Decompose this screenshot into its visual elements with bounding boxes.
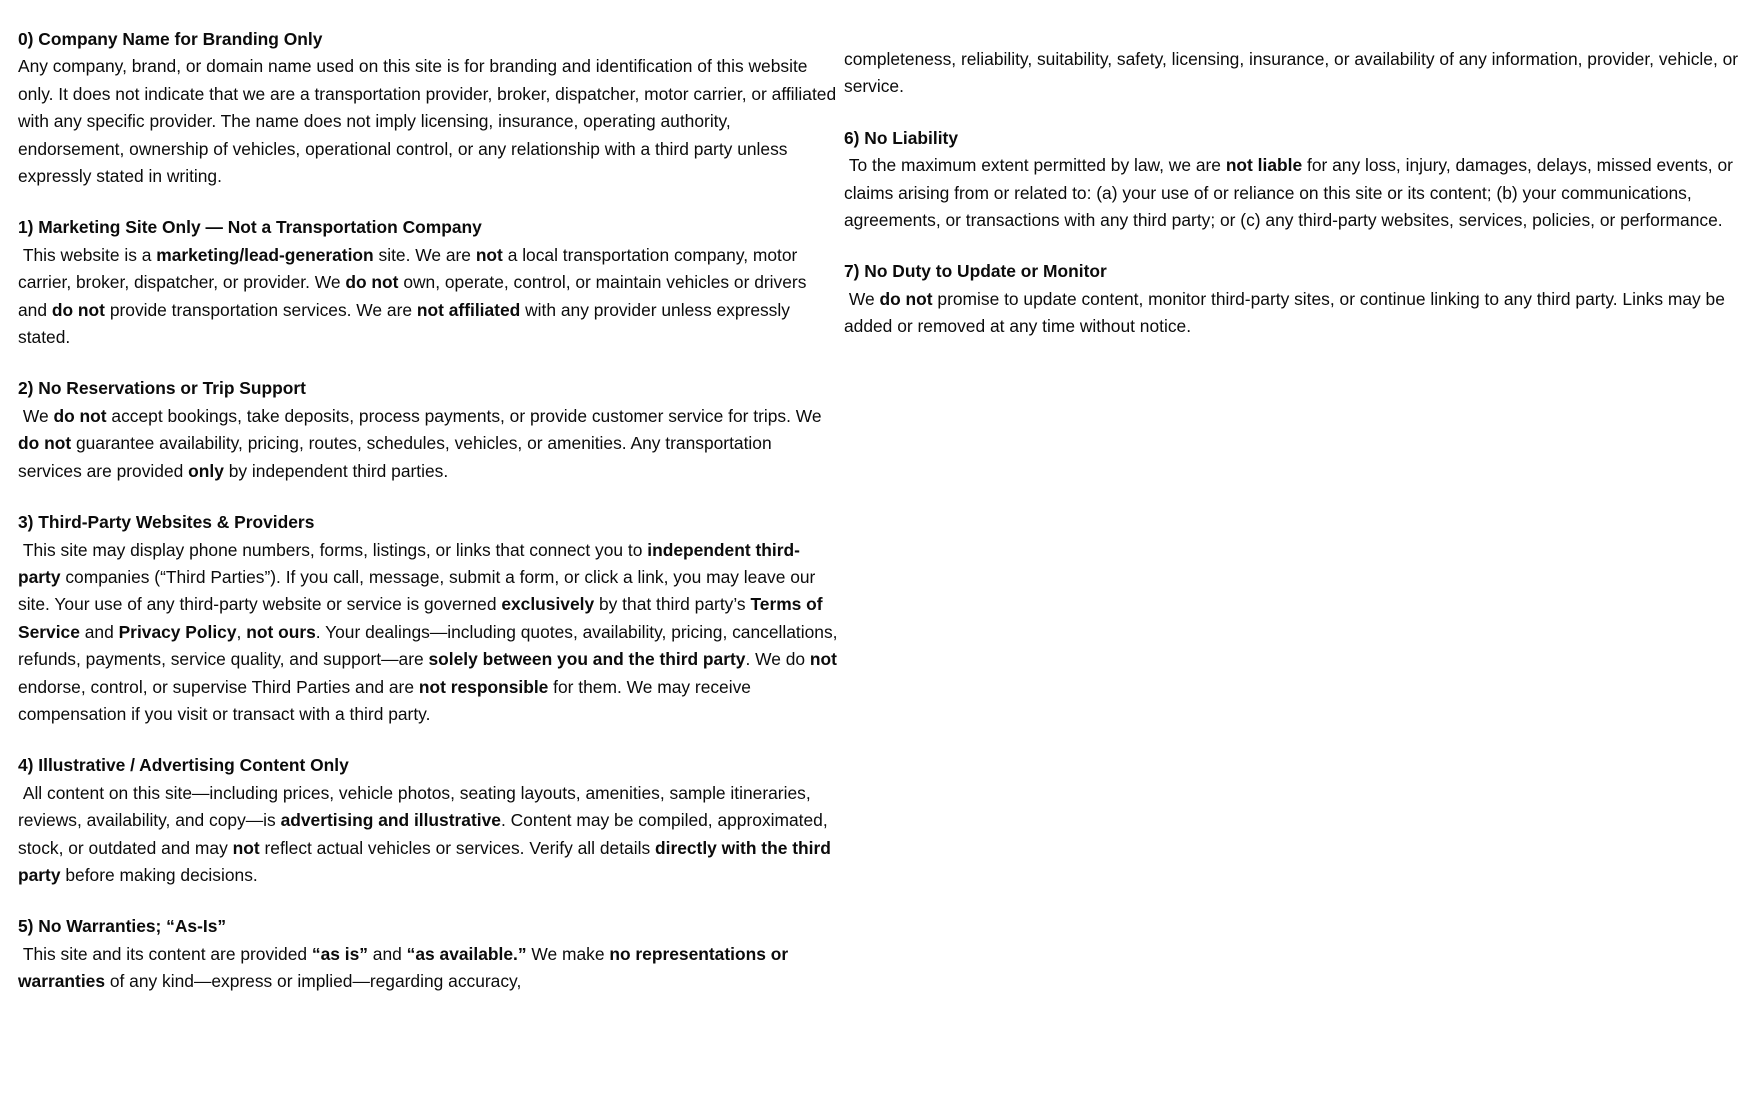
section-third-party-websites <box>18 509 843 728</box>
section-no-warranties-continued <box>844 46 1743 101</box>
section-heading: 5) No Warranties; “As-Is” <box>18 916 227 937</box>
section-no-warranties <box>18 913 838 995</box>
section-heading: 2) No Reservations or Trip Support <box>18 378 306 399</box>
right-column <box>844 26 1743 341</box>
section-heading: 4) Illustrative / Advertising Content Only <box>18 755 349 776</box>
section-illustrative-content <box>18 752 838 889</box>
section-heading: 7) No Duty to Update or Monitor <box>844 261 1107 282</box>
section-company-name-branding <box>18 26 841 190</box>
section-heading: 3) Third-Party Websites & Providers <box>18 512 315 533</box>
section-body: We do not promise to update content, monitor third-party sites, or continue linking to any third party. Links may be added or removed at any time without notice. <box>844 288 1730 337</box>
left-column <box>18 26 843 996</box>
section-body: Any company, brand, or domain name used on this site is for branding and identification of this website only. It does not indicate that we are a transportation provider, broker, dispatcher, motor carrier, or affiliated with any specific provider. The name does not imply licensing, insurance, operating authority, endorsement, ownership of vehicles, operational control, or any relationship with a third party unless expressly stated in writing. <box>18 56 841 187</box>
section-no-reservations <box>18 375 838 485</box>
section-body: This site and its content are provided “as is” and “as available.” We make no representations or warranties of any kind—express or implied—regarding accuracy, <box>18 943 793 992</box>
section-heading: 1) Marketing Site Only — Not a Transportation Company <box>18 217 482 238</box>
section-no-duty-to-update <box>844 258 1739 340</box>
section-body: This website is a marketing/lead-generation site. We are not a local transportation company, motor carrier, broker, dispatcher, or provider. We do not own, operate, control, or maintain vehicles or drivers and do not provide transportation services. We are not affiliated with any provider unless expressly stated. <box>18 244 812 348</box>
section-heading: 6) No Liability <box>844 127 959 148</box>
section-body: We do not accept bookings, take deposits, process payments, or provide customer service for trips. We do not guarantee availability, pricing, routes, schedules, vehicles, or amenities. Any transportation services are provided only by independent third parties. <box>18 405 827 481</box>
section-no-liability <box>844 125 1739 235</box>
section-heading: 0) Company Name for Branding Only <box>18 29 323 49</box>
section-marketing-site-only <box>18 214 838 351</box>
section-body: This site may display phone numbers, forms, listings, or links that connect you to independent third-party companies (“Third Parties”). If you call, message, submit a form, or click a link, you may leave our site. Your use of any third-party website or service is governed exclusively by that third party’s Terms of Service and Privacy Policy, not ours. Your dealings—including quotes, availability, pricing, cancellations, refunds, payments, service quality, and support—are solely between you and the third party. We do not endorse, control, or supervise Third Parties and are not responsible for them. We may receive compensation if you visit or transact with a third party. <box>18 539 843 724</box>
section-body: completeness, reliability, suitability, safety, licensing, insurance, or availability of any information, provider, vehicle, or service. <box>844 49 1743 97</box>
section-body: All content on this site—including prices, vehicle photos, seating layouts, amenities, sample itineraries, reviews, availability, and copy—is advertising and illustrative. Content may be compiled, approximated, stock, or outdated and may not reflect actual vehicles or services. Verify all details directly with the third party before making decisions. <box>18 782 836 885</box>
section-body: To the maximum extent permitted by law, we are not liable for any loss, injury, damages, delays, missed events, or claims arising from or related to: (a) your use of or reliance on this site or its content; (b) your communications, agreements, or transactions with any third party; or (c) any third-party websites, services, policies, or performance. <box>844 155 1738 231</box>
